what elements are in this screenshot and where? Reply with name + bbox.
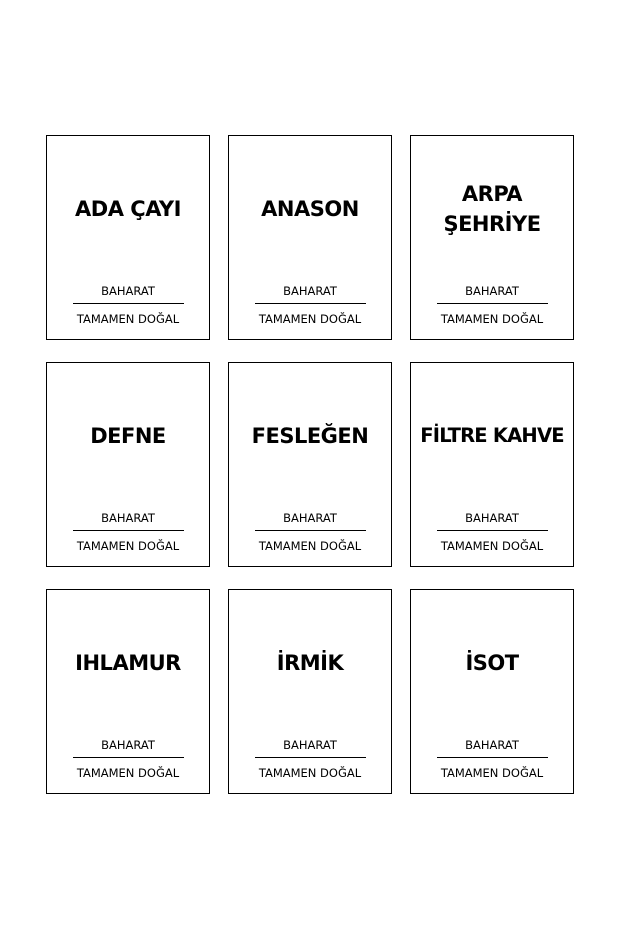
product-tagline: TAMAMEN DOĞAL [440, 312, 544, 326]
product-category: BAHARAT [283, 511, 337, 525]
spice-label-card [228, 362, 392, 567]
product-name: FİLTRE KAHVE [420, 424, 564, 447]
divider-line [255, 757, 366, 758]
spice-label-card [46, 135, 210, 340]
spice-label-card [410, 135, 574, 340]
product-tagline: TAMAMEN DOĞAL [76, 312, 180, 326]
spice-label-card [228, 135, 392, 340]
spice-label-card [410, 362, 574, 567]
spice-label-card [46, 362, 210, 567]
product-category: BAHARAT [101, 284, 155, 298]
product-name: İSOT [465, 651, 519, 675]
divider-line [255, 530, 366, 531]
product-tagline: TAMAMEN DOĞAL [76, 539, 180, 553]
product-category: BAHARAT [465, 738, 519, 752]
divider-line [437, 530, 548, 531]
product-tagline: TAMAMEN DOĞAL [258, 539, 362, 553]
product-category: BAHARAT [465, 284, 519, 298]
spice-label-card [228, 589, 392, 794]
product-tagline: TAMAMEN DOĞAL [440, 766, 544, 780]
product-category: BAHARAT [101, 511, 155, 525]
product-name: IHLAMUR [75, 651, 181, 675]
spice-label-card [410, 589, 574, 794]
product-category: BAHARAT [283, 284, 337, 298]
divider-line [255, 303, 366, 304]
product-category: BAHARAT [283, 738, 337, 752]
divider-line [437, 757, 548, 758]
product-name: FESLEĞEN [251, 424, 369, 448]
product-name: ARPA ŞEHRİYE [443, 182, 541, 236]
label-grid [46, 135, 574, 794]
product-tagline: TAMAMEN DOĞAL [258, 312, 362, 326]
product-category: BAHARAT [101, 738, 155, 752]
spice-label-card [46, 589, 210, 794]
product-tagline: TAMAMEN DOĞAL [258, 766, 362, 780]
divider-line [73, 757, 184, 758]
product-category: BAHARAT [465, 511, 519, 525]
product-name: İRMİK [276, 651, 344, 675]
product-tagline: TAMAMEN DOĞAL [76, 766, 180, 780]
product-name: DEFNE [90, 424, 166, 448]
product-tagline: TAMAMEN DOĞAL [440, 539, 544, 553]
product-name: ANASON [261, 197, 359, 221]
divider-line [437, 303, 548, 304]
divider-line [73, 303, 184, 304]
divider-line [73, 530, 184, 531]
product-name: ADA ÇAYI [75, 197, 181, 221]
